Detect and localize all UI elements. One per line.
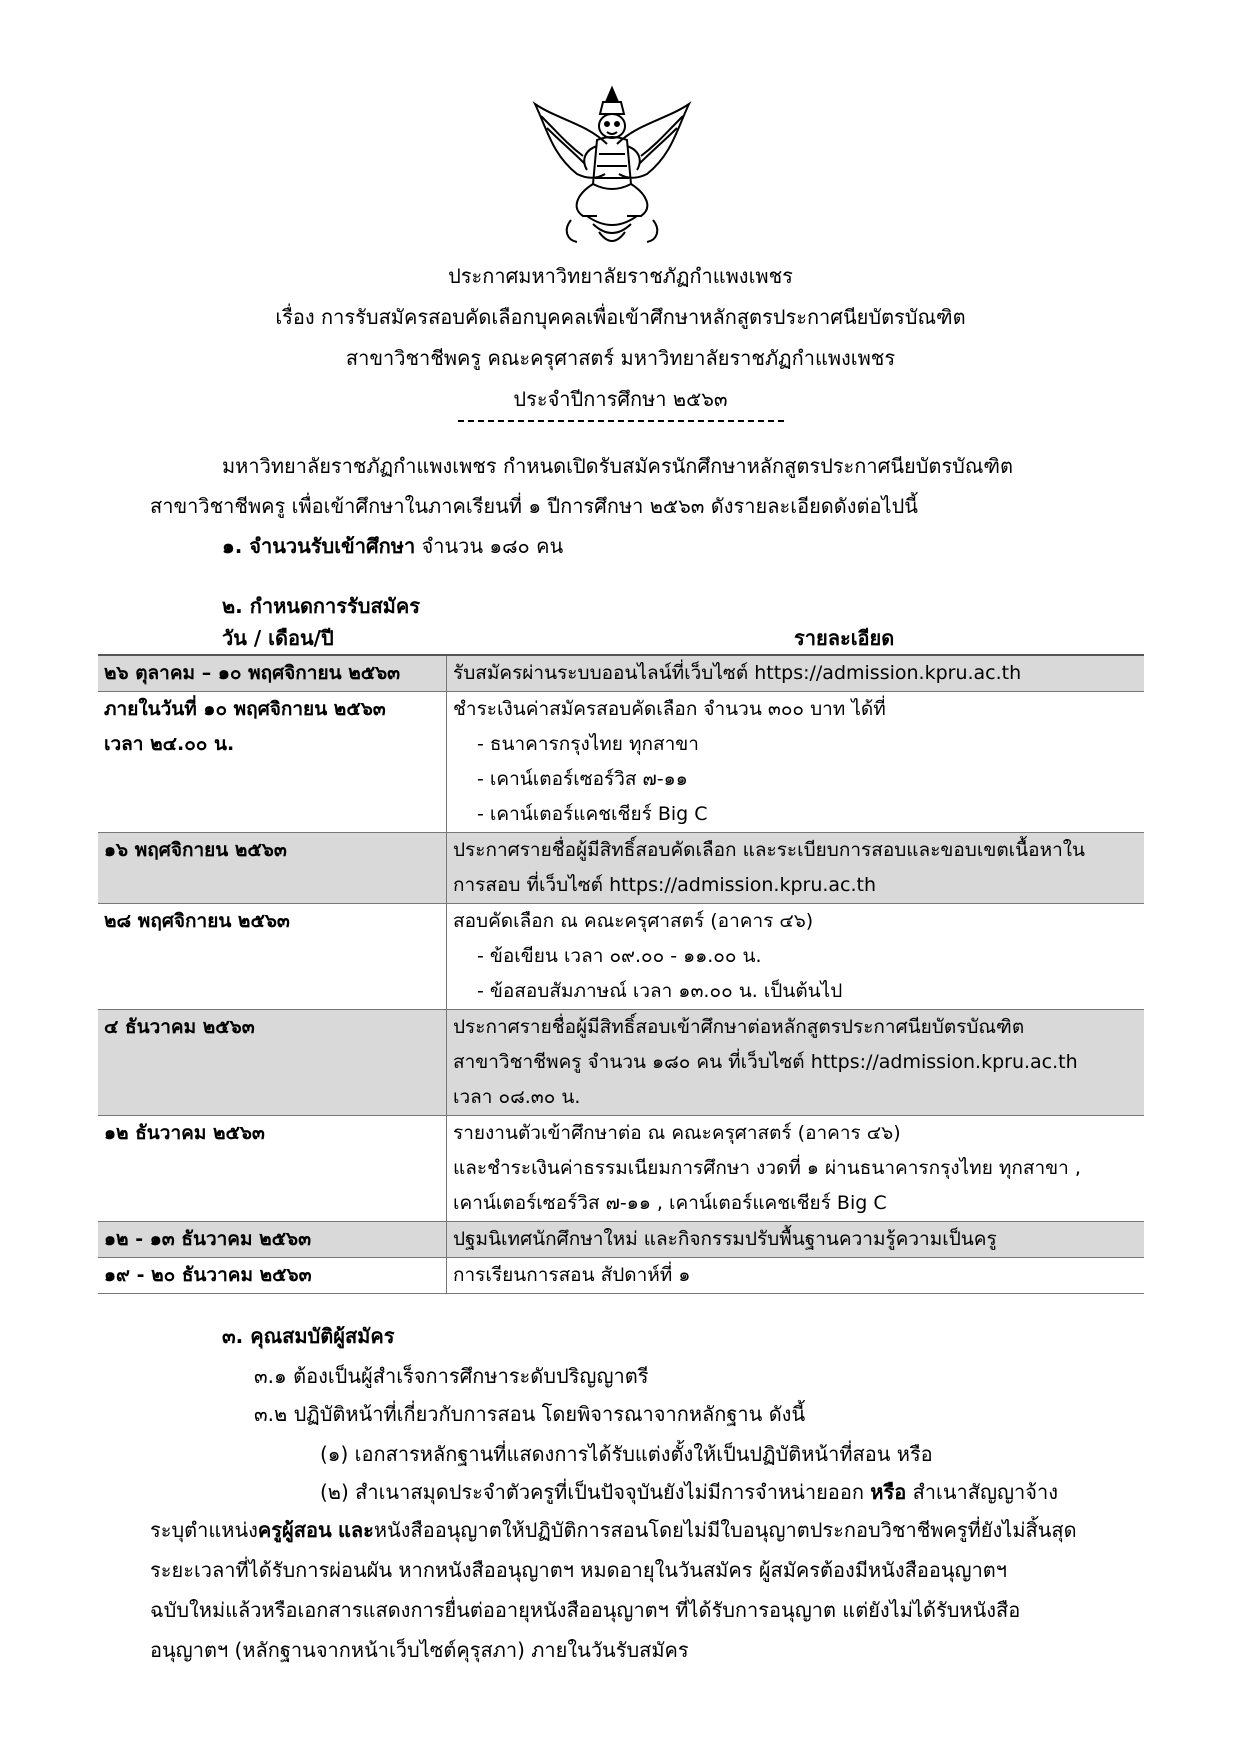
schedule-date [98, 655, 447, 692]
sub-2-or: หรือ [870, 1480, 907, 1504]
schedule-date-line: ๑๖ พฤศจิกายน ๒๕๖๓ [104, 839, 287, 861]
schedule-date [98, 904, 447, 1010]
paragraph-line-3: ฉบับใหม่แล้วหรือเอกสารแสดงการยื่นต่ออายุหนังสืออนุญาตฯ ที่ได้รับการอนุญาต แต่ยังไม่ได้รับหนังสือ [150, 1598, 1021, 1622]
schedule-detail-line: - ข้อสอบสัมภาษณ์ เวลา ๑๓.๐๐ น. เป็นต้นไป [477, 980, 843, 1002]
schedule-date-line: เวลา ๒๔.๐๐ น. [104, 733, 235, 755]
schedule-detail-line: การเรียนการสอน สัปดาห์ที่ ๑ [453, 1264, 691, 1286]
schedule-row [98, 904, 1144, 1010]
schedule-detail-line: เคาน์เตอร์เซอร์วิส ๗-๑๑ , เคาน์เตอร์แคชเชียร์ Big C [453, 1192, 887, 1214]
schedule-detail [447, 1222, 1145, 1258]
schedule-detail-line: สาขาวิชาชีพครู จำนวน ๑๘๐ คน ที่เว็บไซต์ https://admission.kpru.ac.th [453, 1051, 1078, 1073]
schedule-date [98, 1258, 447, 1294]
schedule-detail-line: ประกาศรายชื่อผู้มีสิทธิ์สอบเข้าศึกษาต่อหลักสูตรประกาศนียบัตรบัณฑิต [453, 1016, 1025, 1038]
schedule-detail-line: - ธนาคารกรุงไทย ทุกสาขา [477, 733, 699, 755]
announcement-year: ประจำปีการศึกษา ๒๕๖๓ [513, 387, 728, 411]
schedule-date-line: ๑๒ - ๑๓ ธันวาคม ๒๕๖๓ [104, 1228, 312, 1250]
schedule-detail-line: ชำระเงินค่าสมัครสอบคัดเลือก จำนวน ๓๐๐ บาท ได้ที่ [453, 698, 886, 720]
section-1-label: ๑. จำนวนรับเข้าศึกษา [222, 534, 416, 558]
schedule-row [98, 833, 1144, 904]
sub-2-text-end: สำเนาสัญญาจ้าง [906, 1480, 1059, 1504]
announcement-subject: เรื่อง การรับสมัครสอบคัดเลือกบุคคลเพื่อเข้าศึกษาหลักสูตรประกาศนียบัตรบัณฑิต [275, 305, 966, 329]
schedule-detail-line: - เคาน์เตอร์แคชเชียร์ Big C [477, 803, 708, 825]
schedule-detail-line: - ข้อเขียน เวลา ๐๙.๐๐ - ๑๑.๐๐ น. [477, 945, 762, 967]
schedule-detail [447, 692, 1145, 833]
schedule-detail-line: เวลา ๐๘.๓๐ น. [453, 1086, 581, 1108]
para-1-a: ระบุตำแหน่ง [150, 1518, 258, 1542]
section-1 [222, 532, 563, 560]
qualification-3-2: ๓.๒ ปฏิบัติหน้าที่เกี่ยวกับการสอน โดยพิจารณาจากหลักฐาน ดังนี้ [254, 1402, 806, 1426]
schedule-row [98, 1222, 1144, 1258]
sub-2-text: (๒) สำเนาสมุดประจำตัวครูที่เป็นปัจจุบันยังไม่มีการจำหน่ายออก [320, 1480, 871, 1504]
section-3-label: ๓. คุณสมบัติผู้สมัคร [222, 1324, 395, 1348]
schedule-date [98, 1116, 447, 1222]
schedule-detail [447, 904, 1145, 1010]
schedule-date-line: ภายในวันที่ ๑๐ พฤศจิกายน ๒๕๖๓ [104, 698, 386, 720]
announcement-program: สาขาวิชาชีพครู คณะครุศาสตร์ มหาวิทยาลัยราชภัฏกำแพงเพชร [345, 346, 896, 370]
paragraph-line-2: ระยะเวลาที่ได้รับการผ่อนผัน หากหนังสืออนุญาตฯ หมดอายุในวันสมัคร ผู้สมัครต้องมีหนังสืออนุญาตฯ [150, 1558, 1008, 1582]
qualification-sub-2 [320, 1478, 1058, 1506]
schedule-row [98, 1258, 1144, 1294]
schedule-date-line: ๑๙ - ๒๐ ธันวาคม ๒๕๖๓ [104, 1264, 312, 1286]
schedule-date-line: ๑๒ ธันวาคม ๒๕๖๓ [104, 1122, 265, 1144]
qualification-3-1: ๓.๑ ต้องเป็นผู้สำเร็จการศึกษาระดับปริญญาตรี [254, 1364, 649, 1388]
schedule-detail-line: การสอบ ที่เว็บไซต์ https://admission.kpru.ac.th [453, 874, 877, 896]
garuda-emblem [527, 84, 697, 254]
schedule-table [98, 654, 1144, 1294]
section-2-label: ๒. กำหนดการรับสมัคร [222, 594, 420, 618]
section-1-value: จำนวน ๑๘๐ คน [421, 534, 564, 558]
intro-line-2: สาขาวิชาชีพครู เพื่อเข้าศึกษาในภาคเรียนที่ ๑ ปีการศึกษา ๒๕๖๓ ดังรายละเอียดดังต่อไปนี้ [150, 494, 918, 518]
column-header-date: วัน / เดือน/ปี [222, 626, 334, 650]
column-header-detail: รายละเอียด [794, 626, 895, 650]
schedule-detail-line: - เคาน์เตอร์เซอร์วิส ๗-๑๑ [477, 768, 688, 790]
schedule-detail-line: รายงานตัวเข้าศึกษาต่อ ณ คณะครุศาสตร์ (อาคาร ๔๖) [453, 1122, 901, 1144]
announcement-title: ประกาศมหาวิทยาลัยราชภัฏกำแพงเพชร [448, 264, 793, 288]
schedule-row [98, 1116, 1144, 1222]
para-1-teacher: ครูผู้สอน [257, 1518, 332, 1542]
schedule-detail [447, 1258, 1145, 1294]
intro-line-1: มหาวิทยาลัยราชภัฏกำแพงเพชร กำหนดเปิดรับสมัครนักศึกษาหลักสูตรประกาศนียบัตรบัณฑิต [222, 454, 1013, 478]
schedule-row [98, 1010, 1144, 1116]
schedule-row [98, 692, 1144, 833]
schedule-date [98, 1010, 447, 1116]
schedule-date-line: ๔ ธันวาคม ๒๕๖๓ [104, 1016, 255, 1038]
paragraph-line-4: อนุญาตฯ (หลักฐานจากหน้าเว็บไซต์คุรุสภา) ภายในวันรับสมัคร [150, 1638, 689, 1662]
header-divider [458, 420, 784, 422]
qualification-sub-1: (๑) เอกสารหลักฐานที่แสดงการได้รับแต่งตั้งให้เป็นปฏิบัติหน้าที่สอน หรือ [320, 1442, 933, 1466]
para-1-and: และ [338, 1518, 374, 1542]
schedule-detail-line: รับสมัครผ่านระบบออนไลน์ที่เว็บไซต์ https://admission.kpru.ac.th [453, 662, 1022, 684]
schedule-date-line: ๒๖ ตุลาคม – ๑๐ พฤศจิกายน ๒๕๖๓ [104, 662, 401, 684]
para-1-e: หนังสืออนุญาตให้ปฏิบัติการสอนโดยไม่มีใบอนุญาตประกอบวิชาชีพครูที่ยังไม่สิ้นสุด [373, 1518, 1077, 1542]
schedule-detail-line: สอบคัดเลือก ณ คณะครุศาสตร์ (อาคาร ๔๖) [453, 910, 814, 932]
schedule-row [98, 655, 1144, 692]
schedule-date [98, 833, 447, 904]
schedule-detail [447, 1116, 1145, 1222]
schedule-detail [447, 1010, 1145, 1116]
schedule-detail-line: ปฐมนิเทศนักศึกษาใหม่ และกิจกรรมปรับพื้นฐานความรู้ความเป็นครู [453, 1228, 997, 1250]
schedule-date-line: ๒๘ พฤศจิกายน ๒๕๖๓ [104, 910, 290, 932]
schedule-detail [447, 833, 1145, 904]
schedule-date [98, 1222, 447, 1258]
schedule-date [98, 692, 447, 833]
schedule-detail [447, 655, 1145, 692]
schedule-detail-line: ประกาศรายชื่อผู้มีสิทธิ์สอบคัดเลือก และระเบียบการสอบและขอบเขตเนื้อหาใน [453, 839, 1086, 861]
schedule-detail-line: และชำระเงินค่าธรรมเนียมการศึกษา งวดที่ ๑ ผ่านธนาคารกรุงไทย ทุกสาขา , [453, 1157, 1081, 1179]
paragraph-line-1 [150, 1516, 1077, 1544]
